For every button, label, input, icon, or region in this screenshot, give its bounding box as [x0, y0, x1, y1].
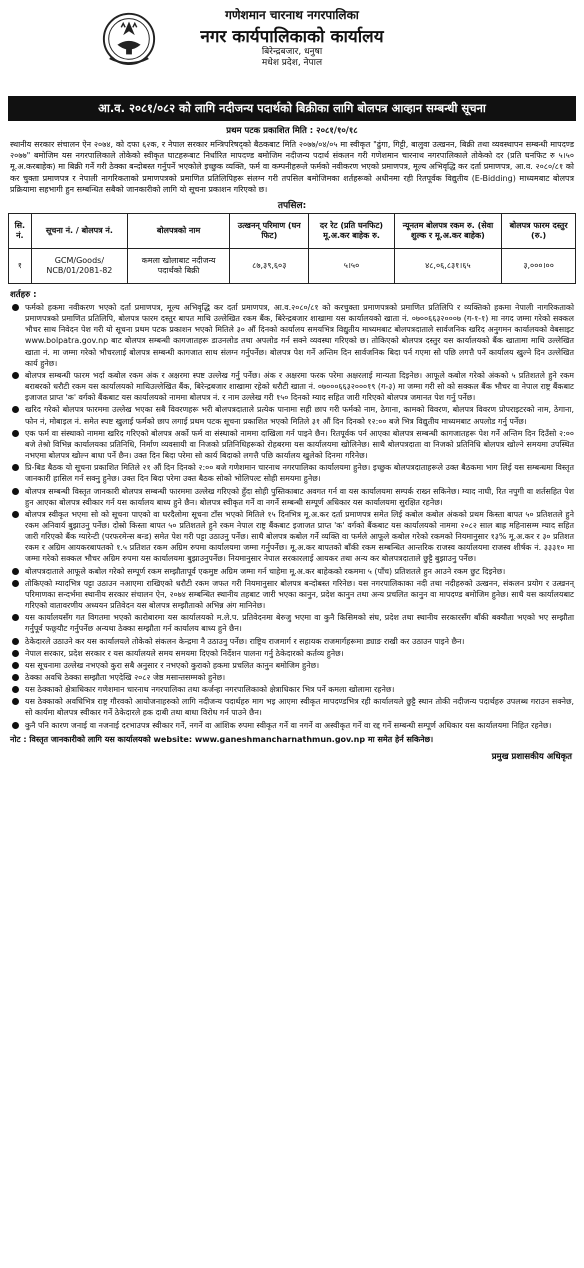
bullet-icon: [12, 674, 19, 681]
bullet-icon: [12, 568, 19, 575]
list-item: [12, 578, 574, 611]
list-item: [12, 428, 574, 461]
nepal-emblem-icon: [100, 8, 158, 66]
signatory-title: प्रमुख प्रशासकीय अधिकृत: [491, 751, 572, 762]
list-item: [12, 636, 574, 647]
bullet-icon: [12, 488, 19, 495]
condition-text: एक फर्म वा संस्थाको नाममा खरिद गरिएको बोलपत्र अर्को फर्म वा संस्थाको नाममा दाखिला गर्न पाइने छैन। रितपूर्वक पर्न आएका बोलपत्र सम्बन्धी कागजातहरू पेश गर्ने अन्तिम दिन दिउँसो २:०० बजे तेश्रो विभिन्न कार्यालयका प्रतिनिधि, निर्माण व्यवसायी वा निजको प्रतिनिधिहरूको रोहबरमा यस कार्यालयमा खोलिनेछ। साथै बोलपत्रदाता वा निजको प्रतिनिधि बोलपत्र खोल्ने समयमा उपस्थित नभएमा बोलपत्र खोल्न बाधा पर्ने छैन। उक्त दिन बिदा परेमा सो कार्य बिदाको लगत्तै पछि कार्यालय खुलेको दिनमा गरिनेछ।: [25, 428, 574, 461]
bullet-icon: [12, 662, 19, 669]
list-item: [12, 684, 574, 695]
address-line-1: बिरेन्द्रबजार, धनुषा: [261, 47, 323, 57]
bullet-icon: [12, 638, 19, 645]
conditions-heading: शर्तहरु :: [10, 290, 37, 301]
bullet-icon: [12, 614, 19, 621]
bullet-icon: [12, 372, 19, 379]
list-item: [12, 672, 574, 683]
condition-text: यस ठेक्काको क्षेत्राधिकार गणेशमान चारनाथ नगरपालिका तथा कर्जन्हा नगरपालिकाको क्षेत्राधिकार भित्र पर्ने कमला खोलामा रहनेछ।: [25, 685, 395, 695]
condition-text: खरिद गरेको बोलपत्र फारममा उल्लेख भएका सबै विवरणहरू भरी बोलपत्रदाताले प्रत्येक पानामा सही छाप गरी फर्मको नाम, ठेगाना, कामको विवरण, बोलपत्र विवरण प्रोपराइटरको नाम, ठेगाना, फोन नं, मोबाइल नं. समेत स्पष्ट खुलाई फर्मको छाप लगाई प्रथम पटक सूचना प्रकाशित भएको मितिले ३१ औं दिन दिनको १२:०० बजे भित्र विद्युतीय माध्यमबाट अपलोड गर्नु पर्नेछ।: [25, 405, 574, 426]
list-item: [12, 462, 574, 484]
list-item: [12, 612, 574, 634]
bid-details-table: [8, 213, 576, 284]
bullet-icon: [12, 464, 19, 471]
cell-bid-name: कमला खोलाबाट नदीजन्य पदार्थको बिक्री: [128, 249, 230, 284]
bullet-icon: [12, 698, 19, 705]
condition-text: बोलपत्र सम्बन्धी विस्तृत जानकारी बोलपत्र सम्बन्धी फारममा उल्लेख गरिएको हुँदा सोही पुस्तिकाबाट अवगत गर्न वा यस कार्यालयमा सम्पर्क राख्न सकिनेछ। म्याद नाघी, रित नपुगी वा शर्तसहित पेश हुन आएका बोलपत्र स्वीकार गर्न यस कार्यालय बाध्य हुने छैन। बोलपत्र स्वीकृत गर्ने वा नगर्ने सम्बन्धी सम्पूर्ण अधिकार यस कार्यालयमा सुरक्षित रहनेछ।: [25, 486, 574, 507]
list-item: [12, 302, 574, 369]
table-row: [9, 249, 576, 284]
list-item: [12, 696, 574, 718]
bullet-icon: [12, 304, 19, 311]
bullet-icon: [12, 650, 19, 657]
intro-paragraph: स्थानीय सरकार संचालन ऐन २०७४, को दफा ६२क, र नेपाल सरकार मन्त्रिपरिषद्को बैठकबाट मिति २०७७/०४/०५ मा स्वीकृत "ढुंगा, गिट्टी, बालुवा उत्खनन, बिक्री तथा व्यवस्थापन सम्बन्धी मापदण्ड २०७७" बमोजिम यस नगरपालिकाले तोकेको स्वीकृत घाटहरूबाट निर्धारित मापदण्ड बमोजिम नदीजन्य पदार्थ संकलन गरी गणेशमान चारनाथ नगरपालिकाले तोकेको दर (प्रति घनफिट रु ५।५० मू.अ.करबाहेक) मा बिक्री गर्ने गरी ठेक्का बन्दोबस्त गर्नुपर्ने भएकोले इच्छुक व्यक्ति, फर्म वा कम्पनीहरूले फर्मको नवीकरण भएको प्रमाणपत्र, मूल्य अभिवृद्धि कर दर्ता प्रमाणपत्र, आ.व. २०८०/८१ को कर चुक्ता प्रमाणपत्र र नेपाली नागरिकताको प्रमाणपत्रको प्रमाणित प्रतिलिपिहरू संलग्न गरी तपसिल बमोजिमका शर्तहरूको अधीनमा रही रितपूर्वक विद्युतीय (E-Bidding) माध्यमबाट बोलपत्र प्रक्रियामा सहभागी हुन सम्बन्धित सबैको जानकारीको लागि यो सूचना प्रकाशन गरिएको छ।: [10, 140, 574, 194]
office-name: नगर कार्यपालिकाको कार्यालय: [200, 27, 384, 47]
condition-text: फर्मको हकमा नवीकरण भएको दर्ता प्रमाणपत्र, मूल्य अभिवृद्धि कर दर्ता प्रमाणपत्र, आ.व.२०८०/८१ को करचुक्ता प्रमाणपत्रको प्रमाणित प्रतिलिपि र व्यक्तिको हकमा नेपाली नागरिकताको प्रमाणपत्रको प्रमाणित प्रतिलिपि, बोलपत्र फारम दस्तुर बापत माथि उल्लेखित रकम बैंक, बिरेन्द्रबजार शाखामा यस कार्यालयको खाता नं. ०७००६६३२०००७ (ग-१-१) मा नगद जम्मा गरेको सक्कल भौचर साथ निवेदन पेश गरी यो सूचना प्रथम पटक प्रकाशन भएको मितिले ३० औं दिनको कार्यालय समयभित्र विद्युतीय माध्यमबाट बोलपत्रदाताले सार्वजनिक खरिद अनुगमन कार्यालयको वेबसाइट www.bolpatra.gov.np बाट बोलपत्र सम्बन्धी कागजातहरू डाउनलोड तथा अपलोड गर्न सक्ने व्यवस्था गरिएको छ। तोकिएको बोलपत्र दस्तुर यस कार्यालयको बैंक खातामा माथि उल्लेखित खाता नं. मा जम्मा गरेको भौचरलाई बोलपत्र सम्बन्धी कागजात साथ संलग्न गर्नुपर्नेछ। बोलपत्र पेश गर्ने अन्तिम दिन सार्वजनिक बिदा पर्न गएमा सो पछि लगत्तै पर्ने कार्यालय खुल्ने दिन उल्लेखित कार्य हुनेछ।: [25, 303, 574, 368]
details-heading: तपसिल:: [277, 201, 307, 212]
cell-form-fee: ३,०००।००: [502, 249, 576, 284]
list-item: [12, 660, 574, 671]
condition-text: प्रि-बिड बैठक यो सूचना प्रकाशित मितिले २१ औं दिन दिनको २:०० बजे गणेशमान चारनाथ नगरपालिका कार्यालयमा हुनेछ। इच्छुक बोलपत्रदाताहरूले उक्त बैठकमा भाग लिई यस सम्बन्धमा विस्तृत जानकारी हासिल गर्न सक्नु हुनेछ। उक्त दिन बिदा परेमा उक्त बैठक सोको भोलिपल्ट सोही समयमा हुनेछ।: [25, 463, 574, 484]
col-form-fee: बोलपत्र फारम दस्तुर (रु.): [502, 214, 576, 249]
notice-title-banner: आ.व. २०८१/०८२ को लागि नदीजन्य पदार्थको बिक्रीका लागि बोलपत्र आव्हान सम्बन्धी सूचना: [8, 96, 576, 121]
cell-quantity: ८७,३९,६०३: [230, 249, 309, 284]
condition-text: कुनै पनि कारण जनाई वा नजनाई दरभाउपत्र स्वीकार गर्ने, नगर्ने वा आंशिक रुपमा स्वीकृत गर्ने वा नगर्ने वा अस्वीकृत गर्ने वा रद्द गर्ने सम्बन्धी सम्पूर्ण अधिकार यस कार्यालयमा निहित रहनेछ।: [25, 720, 552, 730]
list-item: [12, 509, 574, 565]
list-item: [12, 486, 574, 508]
condition-text: यस कार्यालयसँग गत विगतमा भएको कारोबारमा यस कार्यालयको म.ले.प. प्रतिवेदनमा बेरुजु भएमा वा कुनै किसिमको संघ, प्रदेश तथा स्थानीय सरकारसँग बाँकी बक्यौता भएको भए सम्झौता गर्नुपूर्व फछ्र्यौट गर्नुपर्नेछ अन्यथा ठेक्का सम्झौता गर्न कार्यालय बाध्य हुने छैन।: [25, 613, 574, 634]
col-sn: सि. नं.: [9, 214, 32, 249]
col-quantity: उत्खनन् परिमाण (घन फिट): [230, 214, 309, 249]
bullet-icon: [12, 406, 19, 413]
col-min-amount: न्यूनतम बोलपत्र रकम रु. (सेवा शुल्क र मू.अ.कर बाहेक): [394, 214, 502, 249]
letterhead: [8, 6, 576, 94]
list-item: [12, 720, 574, 731]
condition-text: बोलपत्र स्वीकृत भएमा सो को सूचना पाएको वा घरदैलोमा सूचना टाँस भएको मितिले १५ दिनभित्र मू.अ.कर दर्ता प्रमाणपत्र समेत लिई कबोल कबोल अंकको प्रथम किस्ता बापत ५० प्रतिशतले हुने रकम अनिवार्य बुझाउनु पर्नेछ। दोस्रो किस्ता बापत ५० प्रतिशतले हुने रकम नेपाल राष्ट्र बैंकबाट इजाजत प्राप्त 'क' वर्गको बैंकबाट यस कार्यालयको नाममा २०८२ साल बाह्र महिनासम्म म्याद सहित जारी गरिएको बैंक ग्यारेन्टी (परफरमेन्स बन्ड) समेत पेश गरी पट्टा उठाउनु पर्नेछ। साथै बोलपत्र कबोल गर्ने व्यक्ति वा फर्मले आफूले कबोल गरेको रकमको नियमानुसार १३% मू.अ.कर र ३० प्रतिशत रकम र अग्रिम आयकरबापतको १.५ प्रतिशत रकम अग्रिम रुपमा कार्यालयमा जम्मा गर्नुपर्नेछ। मू.अ.कर बापतको बाँकी रकम सम्बन्धित आन्तरिक राजस्व कार्यालयमा राजस्व शीर्षक नं. ३३३१० मा जम्मा गरेको सक्कल भौचर अग्रिम रुपमा यस कार्यालयमा बुझाउनुपर्नेछ। नियमानुसार नेपाल सरकारलाई आयकर तथा अन्य कर बोलपत्रदाताले छुट्टै बुझाउनु पर्नेछ।: [25, 509, 574, 564]
list-item: [12, 566, 574, 577]
col-rate: दर रेट (प्रति घनफिट) मू.अ.कर बाहेक रु.: [309, 214, 394, 249]
list-item: [12, 370, 574, 403]
bullet-icon: [12, 430, 19, 437]
condition-text: बोलपत्रदाताले आफूले कबोल गरेको सम्पूर्ण रकम सम्झौतापूर्व एकमुष्ट अग्रिम जम्मा गर्न चाहेमा मू.अ.कर बाहेकको रकममा ५ (पाँच) प्रतिशतले हुन आउने रकम छुट दिइनेछ।: [25, 566, 506, 576]
bullet-icon: [12, 511, 19, 518]
condition-text: यस ठेक्काको अवधिभित्र राष्ट्र गौरवको आयोजनाहरुको लागि नदीजन्य पदार्थहरु माग भइ आएमा स्वीकृत मापदण्डभित्र रही कार्यालयले छुट्टै स्थान तोकी नदीजन्य पदार्थहरु उपलब्ध गराउन सक्नेछ, सो कार्यमा बोलपत्र स्वीकार गर्ने ठेकेदारले हक दाबी तथा बाधा विरोध गर्न पाउने छैन।: [25, 697, 574, 718]
bullet-icon: [12, 722, 19, 729]
cell-sn: १: [9, 249, 32, 284]
col-notice-no: सूचना नं. / बोलपत्र नं.: [31, 214, 127, 249]
cell-min-amount: ४८,०६,८३१।६५: [394, 249, 502, 284]
condition-text: नेपाल सरकार, प्रदेश सरकार र यस कार्यालयले समय समयमा दिएको निर्देशन पालना गर्नु ठेकेदारको कर्तव्य हुनेछ।: [25, 648, 344, 658]
cell-notice-no: GCM/Goods/ NCB/01/2081-82: [31, 249, 127, 284]
conditions-list: [8, 302, 576, 731]
condition-text: ठेक्का अवधि ठेक्का सम्झौता भएदेखि २०८२ जेष्ठ मसान्तसम्मको हुनेछ।: [25, 673, 226, 683]
condition-text: यस सूचनामा उल्लेख नभएको कुरा सबै अनुसार र नभएको कुराको हकमा प्रचलित कानुन बमोजिम हुनेछ।: [25, 660, 320, 670]
publish-date: प्रथम पटक प्रकाशित मिति : २०८१/१०/१८: [226, 126, 358, 136]
bullet-icon: [12, 580, 19, 587]
municipality-name: गणेशमान चारनाथ नगरपालिका: [225, 8, 359, 22]
condition-text: ठेकेदारले उठाउने कर यस कार्यालयले तोकेको संकलन केन्द्रमा नै उठाउनु पर्नेछ। राष्ट्रिय राजमार्ग र सहायक राजमार्गहरूमा ड्याङ राखी कर उठाउन पाइने छैन।: [25, 636, 465, 646]
bullet-icon: [12, 686, 19, 693]
list-item: [12, 648, 574, 659]
cell-rate: ५।५०: [309, 249, 394, 284]
col-bid-name: बोलपत्रको नाम: [128, 214, 230, 249]
condition-text: तोकिएको म्यादभित्र पट्टा उठाउन नआएमा राखिएको धरौटी रकम जफत गरी नियमानुसार बोलपत्र बन्दोबस्त गरिनेछ। यस नगरपालिकाका नदी तथा नदीहरुको उत्खनन, संकलन प्रयोग र उत्खनन् परिमाणका सन्दर्भमा स्थानीय सरकार संचालन ऐन, २०७४ सम्बन्धित स्थानीय तहबाट जारी भएका कानुन, प्रदेश कानुन तथा अन्य प्रचलित कानुन वा मापदण्ड बमोजिम हुनेछ। साथै यस कार्यालयबाट गरिएको वातावरणीय अध्ययन प्रतिवेदन यस बोलपत्र सम्झौताको अभिन्न अंग मानिनेछ।: [25, 578, 574, 611]
condition-text: बोलपत्र सम्बन्धी फारम भर्दा कबोल रकम अंक र अक्षरमा स्पष्ट उल्लेख गर्नु पर्नेछ। अंक र अक्षरमा फरक परेमा अक्षरलाई मान्यता दिइनेछ। आफूले कबोल गरेको अंकको ५ प्रतिशतले हुने रकम बराबरको धरौटी रकम यस कार्यालयको माथिउल्लेखित बैंक, बिरेन्द्रबजार शाखामा रहेको धरौटी खाता नं. ०७०००६६३२०००१९ (ग-३) मा जम्मा गरी सो को सक्कल बैंक भौचर वा नेपाल राष्ट्र बैंकबाट इजाजत प्राप्त 'क' वर्गको बैंकबाट यस कार्यालयको नाममा बोलपत्र नं. र नाम उल्लेख गरी १५० दिनको म्याद सहित जारी गरिएको बोलपत्र जमानत पेश गर्नु पर्नेछ।: [25, 370, 574, 403]
table-header-row: [9, 214, 576, 249]
list-item: [12, 404, 574, 426]
address-line-2: मधेश प्रदेश, नेपाल: [261, 58, 323, 68]
website-note: नोट : विस्तृत जानकारीको लागि यस कार्यालयको website: www.ganeshmancharnathmun.gov.np मा समेत हेर्न सकिनेछ।: [10, 734, 434, 744]
